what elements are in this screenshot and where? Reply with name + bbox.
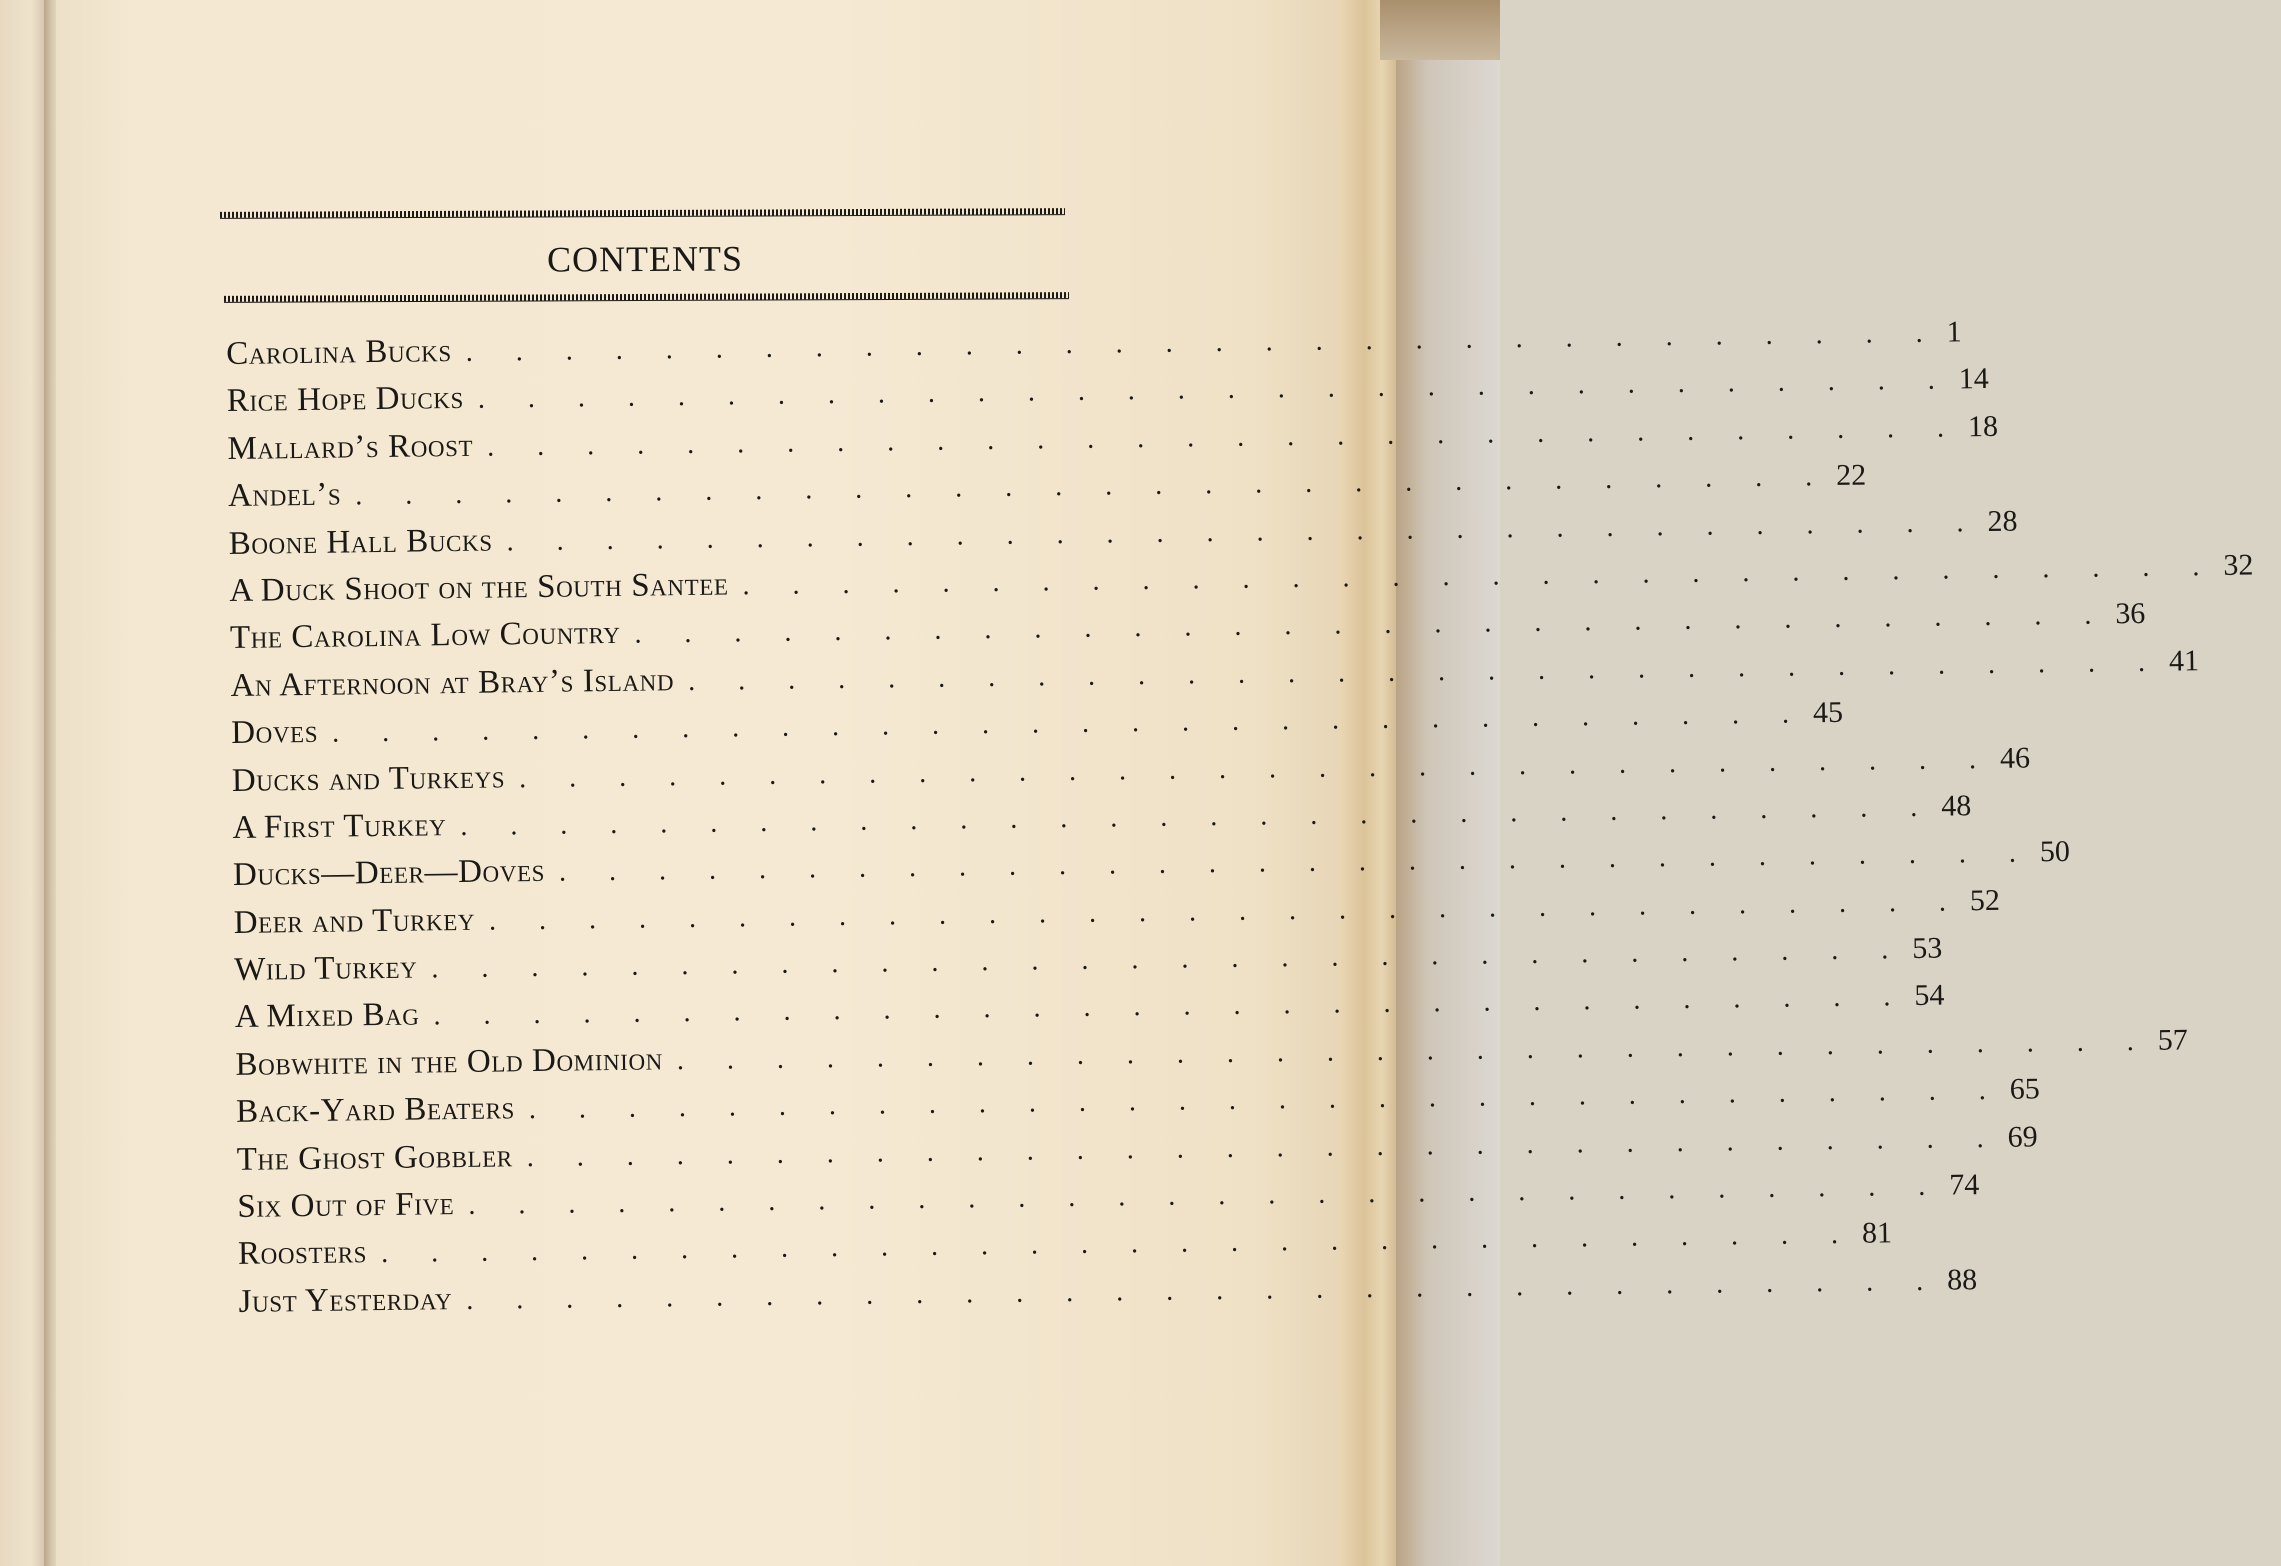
toc-entry-page-number: 46 [1999,740,2031,775]
toc-entry-title: A First Turkey [232,807,447,846]
dot-leader: . . . . . . . . . . . . . . . . . . . . . . . . . . . . . . [355,461,1831,512]
toc-entry-page-number: 18 [1967,409,1999,443]
toc-entry-title: Ducks—Deer—Doves [232,853,546,894]
dot-leader: . . . . . . . . . . . . . . . . . . . . . . . . . . . . . . [742,550,2218,602]
dot-leader: . . . . . . . . . . . . . . . . . . . . . . . . . . . . . . [465,317,1941,368]
toc-entry-title: Deer and Turkey [233,901,476,941]
toc-entry-page-number: 54 [1914,979,1945,1013]
toc-entry-title: Boone Hall Bucks [228,522,493,562]
toc-entry-title: A Mixed Bag [234,996,420,1036]
dot-leader: . . . . . . . . . . . . . . . . . . . . . . . . . . . . . . [431,934,1907,985]
toc-entry-title: Just Yesterday [238,1280,453,1320]
toc-entry-page-number: 45 [1812,695,1844,730]
toc-entry-title: Back-Yard Beaters [235,1090,516,1131]
dot-leader: . . . . . . . . . . . . . . . . . . . . . . . . . . . . . . [488,885,1965,937]
toc-entry-title: Rice Hope Ducks [226,380,465,420]
dot-leader: . . . . . . . . . . . . . . . . . . . . . . . . . . . . . . [506,506,1982,557]
toc-entry-page-number: 65 [2009,1072,2040,1106]
dot-leader: . . . . . . . . . . . . . . . . . . . . . . . . . . . . . . [526,1122,2002,1173]
toc-entry-page-number: 74 [1948,1168,1980,1202]
dot-leader: . . . . . . . . . . . . . . . . . . . . . . . . . . . . . . [380,1219,1857,1270]
dot-leader: . . . . . . . . . . . . . . . . . . . . . . . . . . . . . . [676,1025,2152,1077]
toc-entry-title: Mallard’s Roost [227,427,474,467]
dot-leader: . . . . . . . . . . . . . . . . . . . . . . . . . . . . . . [468,1170,1944,1221]
dot-leader: . . . . . . . . . . . . . . . . . . . . . . . . . . . . . . [433,981,1909,1032]
toc-entry-title: Carolina Bucks [226,333,452,372]
dot-leader: . . . . . . . . . . . . . . . . . . . . . . . . . . . . . . [518,743,1995,794]
dot-leader: . . . . . . . . . . . . . . . . . . . . . . . . . . . . . . [558,837,2035,888]
worn-cover-corner [1380,0,1500,60]
toc-entry-page-number: 53 [1912,931,1943,966]
dot-leader: . . . . . . . . . . . . . . . . . . . . . . . . . . . . . . [477,364,1953,416]
dot-leader: . . . . . . . . . . . . . . . . . . . . . . . . . . . . . . [466,1265,1942,1316]
toc-entry-page-number: 32 [2223,548,2254,582]
toc-entry-page-number: 52 [1969,883,2001,917]
toc-entry-title: An Afternoon at Bray’s Island [230,661,675,704]
toc-entry-title: Doves [230,713,319,752]
toc-entry-page-number: 88 [1946,1262,1978,1297]
dot-leader: . . . . . . . . . . . . . . . . . . . . . . . . . . . . . . [460,791,1936,842]
toc-entry-page-number: 50 [2039,835,2071,869]
toc-entry-page-number: 81 [1861,1216,1893,1251]
toc-entry-title: Ducks and Turkeys [231,758,506,799]
toc-entry-title: Roosters [237,1234,368,1273]
toc-entry-title: The Ghost Gobbler [236,1137,513,1178]
toc-entry-page-number: 14 [1958,362,1989,396]
toc-entry-page-number: 1 [1946,315,1962,349]
toc-entry-page-number: 36 [2115,597,2146,631]
dot-leader: . . . . . . . . . . . . . . . . . . . . . . . . . . . . . . [528,1075,2004,1126]
toc-entry-title: Wild Turkey [234,949,418,989]
toc-entry-page-number: 57 [2157,1023,2188,1057]
dot-leader: . . . . . . . . . . . . . . . . . . . . . . . . . . . . . . [687,646,2164,697]
toc-entry-title: Six Out of Five [237,1186,455,1225]
toc-entry-page-number: 28 [1987,504,2018,538]
toc-entry-page-number: 41 [2168,643,2200,678]
table-of-contents [226,315,2254,1331]
contents-heading: CONTENTS [546,238,744,280]
toc-entry-title: Andel’s [227,476,342,515]
toc-entry-page-number: 22 [1835,458,1867,493]
toc-entry-title: Bobwhite in the Old Dominion [235,1041,664,1083]
dot-leader: . . . . . . . . . . . . . . . . . . . . . . . . . . . . . . [331,698,1808,749]
toc-entry-title: A Duck Shoot on the South Santee [229,566,729,609]
toc-entry-page-number: 48 [1940,789,1972,823]
dot-leader: . . . . . . . . . . . . . . . . . . . . . . . . . . . . . . [486,412,1963,463]
dot-leader: . . . . . . . . . . . . . . . . . . . . . . . . . . . . . . [634,599,2110,651]
toc-entry-title: The Carolina Low Country [229,615,621,657]
toc-entry-page-number: 69 [2007,1119,2038,1154]
